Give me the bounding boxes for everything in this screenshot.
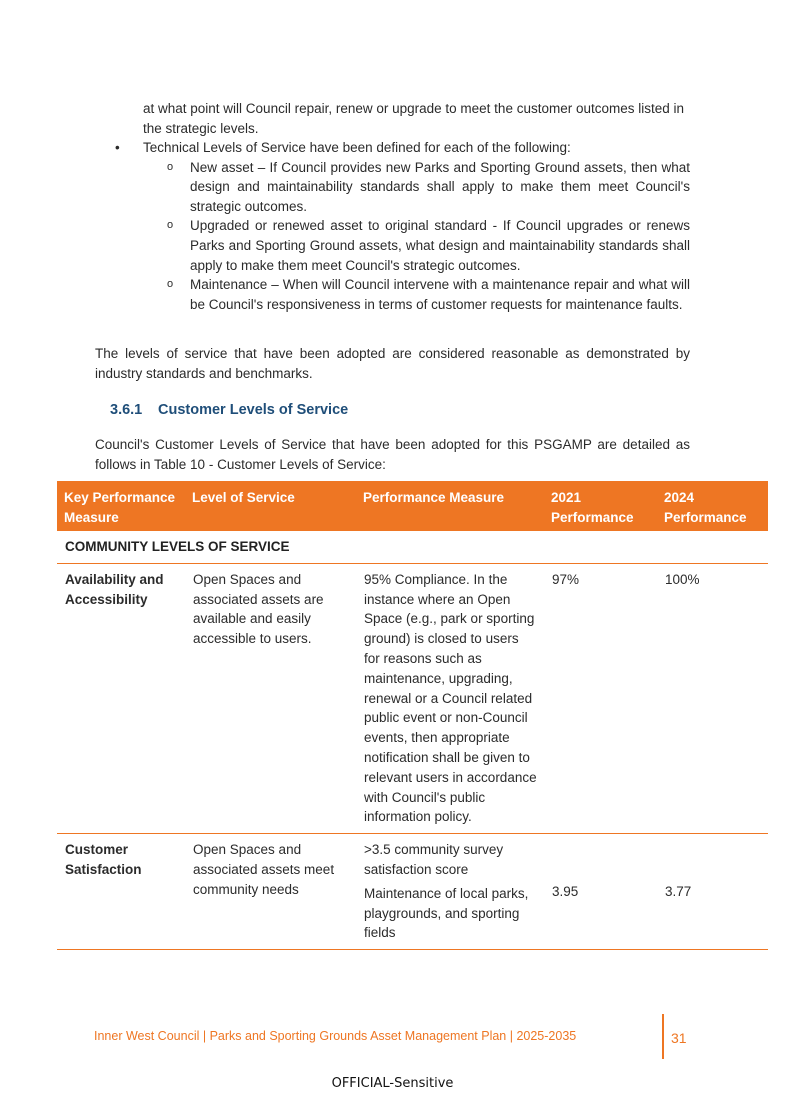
bullet-item [113, 138, 690, 158]
header-los: Level of Service [185, 481, 356, 531]
section-title: Customer Levels of Service [158, 402, 349, 418]
intro-continuation: at what point will Council repair, renew or upgrade to meet the customer outcomes listed in the strategic levels. [143, 101, 685, 136]
sub-item-upgraded-asset [163, 216, 690, 275]
page-number: 31 [671, 1030, 687, 1046]
perf-2021-cell: 3.95 [544, 834, 657, 950]
perf-2021-cell: 97% [552, 571, 580, 587]
sub-item-text: Maintenance – When will Council intervene with a maintenance repair and what will be Council's responsiveness in terms of customer requests for maintenance faults. [190, 277, 690, 312]
sub-item-new-asset [163, 158, 690, 217]
technical-levels-list [113, 138, 690, 314]
los-cell: Open Spaces and associated assets are available and easily accessible to users. [193, 571, 324, 647]
sub-item-text: New asset – If Council provides new Parks and Sporting Ground assets, then what design and maintainability standards shall apply to make them meet Council's strategic outcomes. [190, 159, 690, 214]
footer-text: Inner West Council | Parks and Sporting Grounds Asset Management Plan | 2025-2035 [94, 1029, 577, 1043]
sub-item-maintenance [163, 275, 690, 314]
section-paragraph: Council's Customer Levels of Service that have been adopted for this PSGAMP are detailed as follows in Table 10 - Customer Levels of Service: [95, 437, 690, 472]
measure-cell [356, 834, 544, 950]
header-2024: 2024 Performance [657, 481, 768, 531]
sub-marker: o [167, 219, 174, 232]
footer-divider [662, 1014, 664, 1059]
levels-paragraph: The levels of service that have been adopted are considered reasonable as demonstrated by industry standards and benchmarks. [95, 346, 690, 381]
sub-item-text: Upgraded or renewed asset to original standard - If Council upgrades or renews Parks and Sporting Ground assets, what design and maintainability standards shall apply to make them meet Council's strategic outcomes. [190, 218, 690, 273]
los-cell: Open Spaces and associated assets meet community needs [185, 834, 356, 950]
sub-marker: o [167, 278, 174, 291]
section-number: 3.6.1 [110, 402, 143, 418]
kpm-cell: Customer Satisfaction [57, 834, 185, 950]
table-header-row [57, 481, 768, 531]
kpm-cell: Availability and Accessibility [65, 571, 164, 607]
measure-cell: 95% Compliance. In the instance where an Open Space (e.g., park or sporting ground) is closed to users for reasons such as maintenance, upgrading, renewal or a Council related public event or non-Council events, then appropriate notification shall be given to relevant users in accordance with Council's public information policy. [364, 571, 537, 825]
customer-levels-table [57, 481, 768, 950]
section-label: COMMUNITY LEVELS OF SERVICE [57, 531, 768, 563]
classification-label: OFFICIAL-Sensitive [331, 1076, 454, 1091]
section-heading [110, 400, 690, 420]
header-2021: 2021 Performance [544, 481, 657, 531]
bullet-text: Technical Levels of Service have been defined for each of the following: [143, 140, 571, 155]
header-measure: Performance Measure [356, 481, 544, 531]
sub-marker: o [167, 160, 174, 173]
table-section-row [57, 531, 768, 563]
measure-survey: >3.5 community survey satisfaction score [364, 842, 504, 877]
perf-2024-cell: 3.77 [657, 834, 768, 950]
sub-list [163, 158, 690, 315]
perf-2024-cell: 100% [665, 571, 700, 587]
header-kpm: Key Performance Measure [57, 481, 185, 531]
bullet-marker: • [115, 140, 120, 155]
measure-maintenance: Maintenance of local parks, playgrounds, and sporting fields [364, 885, 529, 941]
table-row [57, 834, 768, 950]
table-row [57, 563, 768, 833]
